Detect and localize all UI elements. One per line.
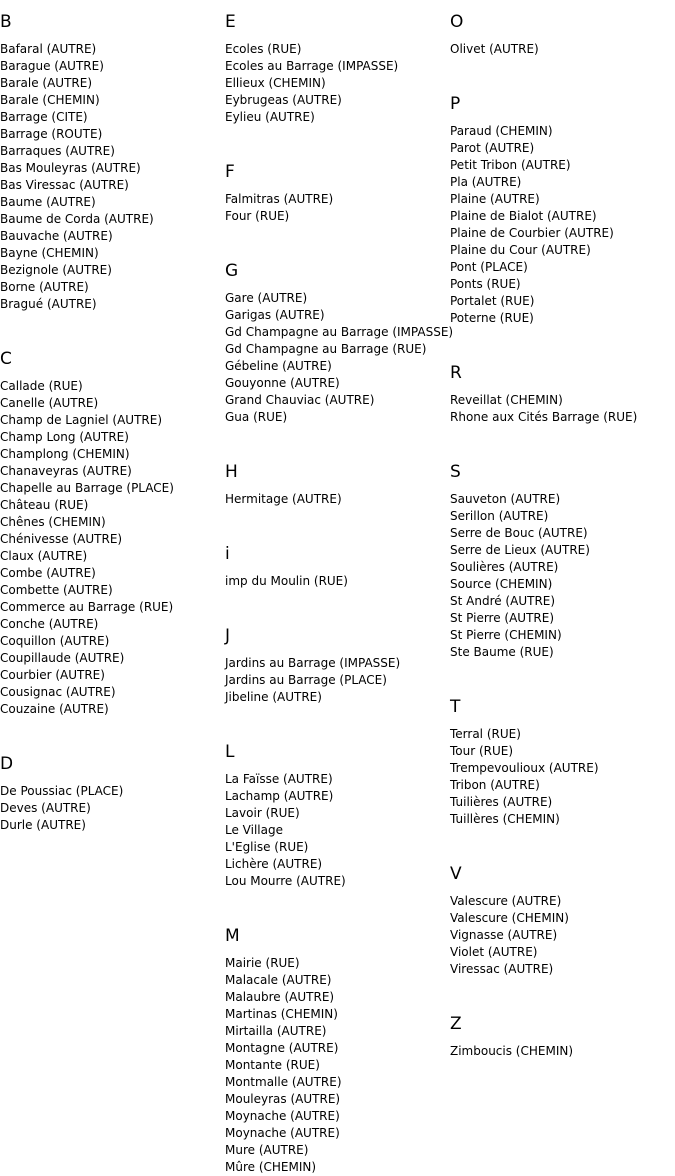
street-entry: Valescure (CHEMIN) bbox=[450, 911, 569, 925]
street-entry: Jibeline (AUTRE) bbox=[225, 690, 322, 704]
street-list bbox=[450, 123, 675, 327]
street-entry: Terral (RUE) bbox=[450, 727, 521, 741]
street-list bbox=[225, 955, 450, 1176]
group-spacer bbox=[450, 58, 675, 82]
letter-heading: F bbox=[225, 162, 235, 182]
letter-heading: O bbox=[450, 12, 464, 32]
street-entry: Eybrugeas (AUTRE) bbox=[225, 93, 342, 107]
street-list bbox=[225, 491, 450, 508]
street-entry: Soulières (AUTRE) bbox=[450, 560, 559, 574]
street-list bbox=[450, 392, 675, 426]
street-entry: Montante (RUE) bbox=[225, 1058, 320, 1072]
letter-heading: i bbox=[225, 544, 230, 564]
street-entry: Lichère (AUTRE) bbox=[225, 857, 323, 871]
street-entry: Montagne (AUTRE) bbox=[225, 1041, 339, 1055]
street-entry: Gd Champagne au Barrage (IMPASSE) bbox=[225, 325, 454, 339]
letter-heading: B bbox=[0, 12, 12, 32]
street-entry: Tuilières (AUTRE) bbox=[450, 795, 553, 809]
street-entry: Durle (AUTRE) bbox=[0, 818, 86, 832]
group-spacer bbox=[450, 327, 675, 351]
street-entry: Couzaine (AUTRE) bbox=[0, 702, 109, 716]
group-spacer bbox=[450, 426, 675, 450]
street-entry: Chênes (CHEMIN) bbox=[0, 515, 106, 529]
street-list bbox=[450, 1043, 675, 1060]
street-entry: Mûre (CHEMIN) bbox=[225, 1160, 317, 1174]
letter-heading: Z bbox=[450, 1014, 462, 1034]
street-entry: Trempevoulioux (AUTRE) bbox=[450, 761, 599, 775]
column-3 bbox=[450, 0, 675, 1060]
street-entry: Barraques (AUTRE) bbox=[0, 144, 115, 158]
group-spacer bbox=[225, 126, 450, 150]
street-entry: Coupillaude (AUTRE) bbox=[0, 651, 125, 665]
street-list bbox=[225, 573, 450, 590]
letter-heading: G bbox=[225, 261, 239, 281]
street-list bbox=[450, 491, 675, 661]
street-entry: Bauvache (AUTRE) bbox=[0, 229, 113, 243]
street-entry: Pla (AUTRE) bbox=[450, 175, 522, 189]
street-entry: Commerce au Barrage (RUE) bbox=[0, 600, 174, 614]
street-entry: Gouyonne (AUTRE) bbox=[225, 376, 340, 390]
letter-group bbox=[450, 1002, 675, 1060]
letter-heading: E bbox=[225, 12, 236, 32]
letter-group bbox=[450, 351, 675, 426]
letter-group bbox=[0, 0, 225, 313]
street-entry: Vignasse (AUTRE) bbox=[450, 928, 558, 942]
street-entry: Martinas (CHEMIN) bbox=[225, 1007, 338, 1021]
street-entry: Serillon (AUTRE) bbox=[450, 509, 549, 523]
street-entry: Canelle (AUTRE) bbox=[0, 396, 99, 410]
street-entry: St Pierre (AUTRE) bbox=[450, 611, 555, 625]
street-entry: Parot (AUTRE) bbox=[450, 141, 535, 155]
street-entry: De Poussiac (PLACE) bbox=[0, 784, 124, 798]
street-entry: Le Village bbox=[225, 823, 283, 837]
street-entry: Hermitage (AUTRE) bbox=[225, 492, 342, 506]
street-entry: Chanaveyras (AUTRE) bbox=[0, 464, 132, 478]
street-entry: Lou Mourre (AUTRE) bbox=[225, 874, 346, 888]
street-entry: Ponts (RUE) bbox=[450, 277, 521, 291]
street-entry: Baume de Corda (AUTRE) bbox=[0, 212, 154, 226]
street-entry: Bayne (CHEMIN) bbox=[0, 246, 99, 260]
letter-group bbox=[450, 450, 675, 661]
street-entry: Barrage (ROUTE) bbox=[0, 127, 103, 141]
group-spacer bbox=[225, 590, 450, 614]
letter-group bbox=[450, 685, 675, 828]
street-entry: Tour (RUE) bbox=[450, 744, 514, 758]
letter-group bbox=[225, 150, 450, 225]
street-entry: Borne (AUTRE) bbox=[0, 280, 89, 294]
street-entry: Sauveton (AUTRE) bbox=[450, 492, 561, 506]
street-list bbox=[0, 378, 225, 718]
letter-heading: V bbox=[450, 864, 462, 884]
street-list bbox=[225, 655, 450, 706]
street-entry: L'Eglise (RUE) bbox=[225, 840, 309, 854]
street-entry: Pont (PLACE) bbox=[450, 260, 528, 274]
street-entry: Malacale (AUTRE) bbox=[225, 973, 332, 987]
street-entry: Chapelle au Barrage (PLACE) bbox=[0, 481, 174, 495]
letter-heading: J bbox=[225, 626, 231, 646]
street-entry: Bezignole (AUTRE) bbox=[0, 263, 112, 277]
street-entry: Plaine (AUTRE) bbox=[450, 192, 540, 206]
street-entry: imp du Moulin (RUE) bbox=[225, 574, 348, 588]
street-entry: Château (RUE) bbox=[0, 498, 89, 512]
group-spacer bbox=[450, 978, 675, 1002]
street-entry: Malaubre (AUTRE) bbox=[225, 990, 335, 1004]
street-entry: Champlong (CHEMIN) bbox=[0, 447, 130, 461]
street-entry: Plaine du Cour (AUTRE) bbox=[450, 243, 591, 257]
street-entry: Conche (AUTRE) bbox=[0, 617, 99, 631]
street-entry: Four (RUE) bbox=[225, 209, 290, 223]
street-entry: Jardins au Barrage (IMPASSE) bbox=[225, 656, 401, 670]
letter-group bbox=[225, 730, 450, 890]
letter-heading: S bbox=[450, 462, 461, 482]
street-entry: Champ de Lagniel (AUTRE) bbox=[0, 413, 163, 427]
street-entry: Montmalle (AUTRE) bbox=[225, 1075, 342, 1089]
street-entry: St André (AUTRE) bbox=[450, 594, 556, 608]
street-list bbox=[0, 783, 225, 834]
street-entry: Jardins au Barrage (PLACE) bbox=[225, 673, 387, 687]
street-entry: Paraud (CHEMIN) bbox=[450, 124, 553, 138]
street-entry: Falmitras (AUTRE) bbox=[225, 192, 334, 206]
street-list bbox=[450, 893, 675, 978]
street-list bbox=[225, 771, 450, 890]
column-2 bbox=[225, 0, 454, 1176]
group-spacer bbox=[225, 508, 450, 532]
street-entry: Rhone aux Cités Barrage (RUE) bbox=[450, 410, 638, 424]
street-entry: Callade (RUE) bbox=[0, 379, 83, 393]
street-entry: Barale (AUTRE) bbox=[0, 76, 93, 90]
street-entry: Mure (AUTRE) bbox=[225, 1143, 309, 1157]
group-spacer bbox=[0, 718, 225, 742]
street-entry: Mirtailla (AUTRE) bbox=[225, 1024, 327, 1038]
street-entry: Bas Mouleyras (AUTRE) bbox=[0, 161, 141, 175]
street-entry: Gd Champagne au Barrage (RUE) bbox=[225, 342, 427, 356]
street-entry: Chénivesse (AUTRE) bbox=[0, 532, 123, 546]
group-spacer bbox=[225, 225, 450, 249]
letter-group bbox=[450, 852, 675, 978]
street-list bbox=[225, 191, 450, 225]
street-entry: Poterne (RUE) bbox=[450, 311, 534, 325]
street-list bbox=[0, 41, 225, 313]
street-entry: Bas Viressac (AUTRE) bbox=[0, 178, 129, 192]
street-entry: Mouleyras (AUTRE) bbox=[225, 1092, 341, 1106]
street-entry: Portalet (RUE) bbox=[450, 294, 535, 308]
street-entry: Serre de Bouc (AUTRE) bbox=[450, 526, 588, 540]
street-entry: Moynache (AUTRE) bbox=[225, 1126, 340, 1140]
street-entry: Serre de Lieux (AUTRE) bbox=[450, 543, 590, 557]
street-entry: Champ Long (AUTRE) bbox=[0, 430, 129, 444]
street-entry: Plaine de Bialot (AUTRE) bbox=[450, 209, 597, 223]
street-entry: Deves (AUTRE) bbox=[0, 801, 91, 815]
street-list bbox=[450, 41, 675, 58]
street-entry: Violet (AUTRE) bbox=[450, 945, 538, 959]
street-entry: Lachamp (AUTRE) bbox=[225, 789, 334, 803]
street-entry: Ellieux (CHEMIN) bbox=[225, 76, 326, 90]
letter-heading: D bbox=[0, 754, 14, 774]
street-entry: St Pierre (CHEMIN) bbox=[450, 628, 562, 642]
street-entry: Garigas (AUTRE) bbox=[225, 308, 325, 322]
group-spacer bbox=[0, 313, 225, 337]
street-entry: La Faïsse (AUTRE) bbox=[225, 772, 333, 786]
street-entry: Petit Tribon (AUTRE) bbox=[450, 158, 571, 172]
street-entry: Ste Baume (RUE) bbox=[450, 645, 554, 659]
street-entry: Tribon (AUTRE) bbox=[450, 778, 540, 792]
letter-group bbox=[225, 614, 450, 706]
letter-group bbox=[225, 450, 450, 508]
street-entry: Gébeline (AUTRE) bbox=[225, 359, 332, 373]
letter-heading: T bbox=[450, 697, 461, 717]
street-entry: Claux (AUTRE) bbox=[0, 549, 88, 563]
letter-group bbox=[450, 0, 675, 58]
letter-group bbox=[0, 742, 225, 834]
street-entry: Combette (AUTRE) bbox=[0, 583, 113, 597]
letter-heading: M bbox=[225, 926, 240, 946]
street-entry: Cousignac (AUTRE) bbox=[0, 685, 116, 699]
group-spacer bbox=[450, 661, 675, 685]
street-entry: Mairie (RUE) bbox=[225, 956, 300, 970]
group-spacer bbox=[225, 426, 450, 450]
street-entry: Bafaral (AUTRE) bbox=[0, 42, 97, 56]
street-entry: Ecoles (RUE) bbox=[225, 42, 302, 56]
street-list bbox=[225, 290, 454, 426]
street-entry: Barague (AUTRE) bbox=[0, 59, 104, 73]
street-entry: Lavoir (RUE) bbox=[225, 806, 300, 820]
street-entry: Reveillat (CHEMIN) bbox=[450, 393, 563, 407]
group-spacer bbox=[450, 828, 675, 852]
street-entry: Eylieu (AUTRE) bbox=[225, 110, 315, 124]
street-entry: Grand Chauviac (AUTRE) bbox=[225, 393, 375, 407]
letter-heading: H bbox=[225, 462, 238, 482]
street-entry: Plaine de Courbier (AUTRE) bbox=[450, 226, 614, 240]
street-entry: Courbier (AUTRE) bbox=[0, 668, 105, 682]
street-entry: Combe (AUTRE) bbox=[0, 566, 96, 580]
street-entry: Ecoles au Barrage (IMPASSE) bbox=[225, 59, 399, 73]
street-entry: Gua (RUE) bbox=[225, 410, 288, 424]
column-1 bbox=[0, 0, 225, 834]
group-spacer bbox=[225, 706, 450, 730]
letter-group bbox=[225, 532, 450, 590]
letter-group bbox=[0, 337, 225, 718]
street-list bbox=[450, 726, 675, 828]
street-entry: Moynache (AUTRE) bbox=[225, 1109, 340, 1123]
group-spacer bbox=[225, 890, 450, 914]
street-entry: Valescure (AUTRE) bbox=[450, 894, 562, 908]
street-entry: Source (CHEMIN) bbox=[450, 577, 553, 591]
street-list bbox=[225, 41, 450, 126]
street-entry: Barrage (CITE) bbox=[0, 110, 88, 124]
street-entry: Barale (CHEMIN) bbox=[0, 93, 100, 107]
letter-group bbox=[225, 0, 450, 126]
street-entry: Zimboucis (CHEMIN) bbox=[450, 1044, 574, 1058]
letter-heading: P bbox=[450, 94, 461, 114]
street-entry: Bragué (AUTRE) bbox=[0, 297, 97, 311]
letter-group bbox=[450, 82, 675, 327]
letter-heading: C bbox=[0, 349, 12, 369]
letter-heading: R bbox=[450, 363, 462, 383]
street-entry: Coquillon (AUTRE) bbox=[0, 634, 110, 648]
street-entry: Tuillères (CHEMIN) bbox=[450, 812, 560, 826]
street-entry: Gare (AUTRE) bbox=[225, 291, 308, 305]
street-entry: Viressac (AUTRE) bbox=[450, 962, 554, 976]
letter-group bbox=[225, 249, 454, 426]
street-entry: Olivet (AUTRE) bbox=[450, 42, 539, 56]
street-entry: Baume (AUTRE) bbox=[0, 195, 96, 209]
letter-heading: L bbox=[225, 742, 235, 762]
letter-group bbox=[225, 914, 450, 1176]
